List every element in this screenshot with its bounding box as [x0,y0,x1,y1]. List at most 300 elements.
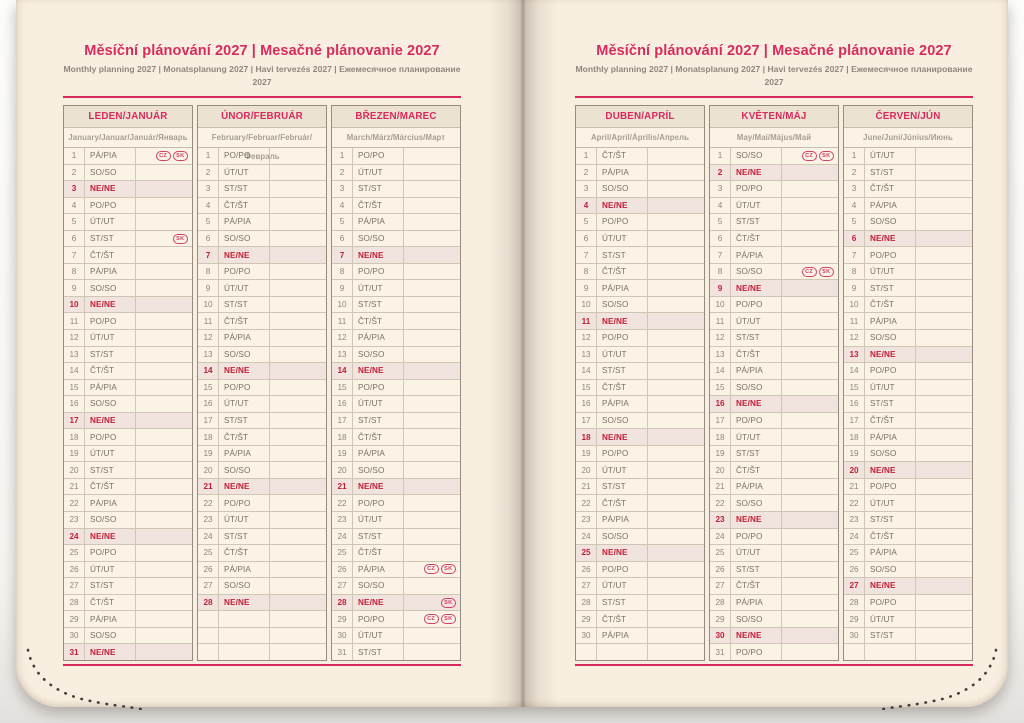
day-number: 1 [844,148,865,164]
day-name: ST/ST [219,297,270,313]
day-name: NE/NE [219,247,270,263]
notes-cell [648,545,704,561]
notes-cell [404,380,460,396]
day-row [576,446,704,463]
day-number: 23 [198,512,219,528]
day-name: PO/PO [597,330,648,346]
notes-cell [136,429,192,445]
day-number: 3 [64,181,85,197]
day-number: 29 [64,611,85,627]
holiday-badge-cz: CZ [802,267,817,277]
day-number: 17 [844,413,865,429]
day-name: ČT/ŠT [219,545,270,561]
day-number: 8 [710,264,731,280]
holiday-badge-sk: SK [441,564,456,574]
day-number: 2 [64,165,85,181]
notes-cell [136,165,192,181]
day-row [710,644,838,660]
day-name: ÚT/UT [731,313,782,329]
day-row [198,380,326,397]
day-row [710,446,838,463]
notes-cell [782,578,838,594]
day-name: SO/SO [597,529,648,545]
day-number: 4 [198,198,219,214]
day-number: 9 [332,280,353,296]
day-row-sunday [844,347,972,364]
day-name: PÁ/PIA [85,148,136,164]
day-number: 8 [332,264,353,280]
day-row [198,396,326,413]
day-number: 28 [64,595,85,611]
day-row [64,380,192,397]
notes-cell [270,198,326,214]
day-number: 23 [710,512,731,528]
day-number: 12 [198,330,219,346]
day-name: ST/ST [731,562,782,578]
notes-cell [136,595,192,611]
day-name: ST/ST [219,413,270,429]
day-row [64,247,192,264]
day-name: PO/PO [731,529,782,545]
day-row [844,198,972,215]
day-name: PO/PO [597,446,648,462]
month-name: LEDEN/JANUÁR [64,106,192,128]
notes-cell [782,181,838,197]
month-subtitle: January/Januar/Január/Январь [64,128,192,148]
day-number: 18 [198,429,219,445]
day-number: 29 [332,611,353,627]
day-name: ČT/ŠT [353,545,404,561]
day-row [576,396,704,413]
notes-cell [648,611,704,627]
notes-cell [136,264,192,280]
day-row [64,495,192,512]
day-name: PÁ/PIA [219,562,270,578]
notes-cell [270,247,326,263]
day-number: 14 [844,363,865,379]
notes-cell [404,562,460,578]
notes-cell [782,347,838,363]
notes-cell [916,479,972,495]
day-number: 15 [576,380,597,396]
day-name: ÚT/UT [865,611,916,627]
day-number: 31 [710,644,731,660]
day-row [64,396,192,413]
notes-cell [136,297,192,313]
notes-cell [916,330,972,346]
day-row [64,198,192,215]
notes-cell [782,396,838,412]
day-row [198,347,326,364]
day-row [844,247,972,264]
month-subtitle: March/März/Március/Март [332,128,460,148]
day-number: 29 [576,611,597,627]
day-number: 13 [844,347,865,363]
day-number: 4 [332,198,353,214]
day-name: ČT/ŠT [865,297,916,313]
day-row [710,330,838,347]
day-name: ST/ST [731,330,782,346]
day-row [332,214,460,231]
notes-cell [404,347,460,363]
day-row [710,479,838,496]
day-row [64,214,192,231]
notes-cell [404,165,460,181]
notes-cell [782,628,838,644]
day-number: 9 [576,280,597,296]
notes-cell [782,462,838,478]
month-column-march [331,105,461,661]
day-name: NE/NE [353,247,404,263]
day-name [219,611,270,627]
day-row-sunday [576,429,704,446]
day-name: NE/NE [219,479,270,495]
day-number: 11 [576,313,597,329]
day-number: 23 [576,512,597,528]
notes-cell [136,462,192,478]
month-rows [64,148,192,660]
day-number: 14 [332,363,353,379]
notes-cell [782,297,838,313]
day-number: 28 [576,595,597,611]
day-name: NE/NE [865,347,916,363]
day-number: 18 [710,429,731,445]
day-number: 24 [576,529,597,545]
day-row-sunday [332,595,460,612]
notes-cell [270,611,326,627]
day-number: 12 [576,330,597,346]
day-name: ÚT/UT [865,148,916,164]
notes-cell [782,198,838,214]
notes-cell [782,562,838,578]
day-name: ČT/ŠT [85,595,136,611]
notes-cell [916,280,972,296]
day-number: 3 [198,181,219,197]
day-number: 14 [710,363,731,379]
day-row [576,330,704,347]
day-number: 1 [332,148,353,164]
day-row [198,280,326,297]
day-number: 8 [64,264,85,280]
holiday-badge-cz: CZ [156,151,171,161]
day-number: 20 [64,462,85,478]
day-number: 2 [844,165,865,181]
day-number: 1 [576,148,597,164]
day-name: NE/NE [85,297,136,313]
notes-cell [782,264,838,280]
notes-cell [404,280,460,296]
day-number: 21 [198,479,219,495]
day-number [198,611,219,627]
day-row [844,595,972,612]
day-row [64,165,192,182]
notes-cell [916,165,972,181]
day-name: ÚT/UT [865,380,916,396]
notes-cell [136,380,192,396]
notes-cell [648,247,704,263]
notes-cell [404,495,460,511]
day-row [198,330,326,347]
day-row [844,545,972,562]
day-name: PÁ/PIA [85,611,136,627]
notes-cell [648,181,704,197]
day-number: 16 [844,396,865,412]
notes-cell [404,148,460,164]
day-number: 28 [710,595,731,611]
day-number: 24 [332,529,353,545]
day-name: NE/NE [865,578,916,594]
day-name: ST/ST [597,595,648,611]
notes-cell [270,578,326,594]
day-name: ÚT/UT [353,628,404,644]
day-row [64,462,192,479]
notes-cell [270,165,326,181]
day-name: ST/ST [219,181,270,197]
day-name: PO/PO [219,148,270,164]
day-row [332,429,460,446]
notes-cell [270,495,326,511]
notes-cell [916,429,972,445]
day-row [332,446,460,463]
notes-cell [648,280,704,296]
day-number: 21 [710,479,731,495]
day-name: PO/PO [353,495,404,511]
day-name: PO/PO [731,644,782,660]
day-name: ÚT/UT [353,165,404,181]
day-row [198,214,326,231]
day-row [710,363,838,380]
day-row [844,264,972,281]
notes-cell [916,148,972,164]
day-name: NE/NE [219,363,270,379]
day-name [219,644,270,660]
notes-cell [916,562,972,578]
day-row [576,148,704,165]
day-number: 10 [198,297,219,313]
day-number: 14 [64,363,85,379]
day-name: PO/PO [731,181,782,197]
day-name: SO/SO [85,165,136,181]
holiday-badge-cz: CZ [802,151,817,161]
day-number: 5 [844,214,865,230]
day-row [332,347,460,364]
notes-cell [916,446,972,462]
day-name: NE/NE [731,512,782,528]
day-number: 17 [64,413,85,429]
day-row [64,313,192,330]
holiday-badge-sk: SK [173,234,188,244]
notes-cell [648,562,704,578]
notes-cell [404,297,460,313]
day-name: SO/SO [731,148,782,164]
corner-perforation-arc-left [24,648,152,710]
notes-cell [404,198,460,214]
notes-cell [782,247,838,263]
day-number: 15 [844,380,865,396]
day-name: SO/SO [85,628,136,644]
day-row [710,462,838,479]
day-name: PÁ/PIA [219,214,270,230]
day-name: PO/PO [219,264,270,280]
day-row [198,165,326,182]
day-number: 15 [332,380,353,396]
day-number: 26 [64,562,85,578]
day-name: ČT/ŠT [865,413,916,429]
day-row [198,462,326,479]
notes-cell [916,380,972,396]
day-name: ČT/ŠT [353,198,404,214]
notes-cell [404,462,460,478]
day-row [844,611,972,628]
day-row [64,231,192,248]
notes-cell [916,545,972,561]
notes-cell [916,595,972,611]
day-row [710,214,838,231]
month-column-april [575,105,705,661]
day-row [332,578,460,595]
day-number: 18 [64,429,85,445]
day-number: 7 [710,247,731,263]
day-number: 9 [198,280,219,296]
month-rows [710,148,838,660]
day-name: PO/PO [353,380,404,396]
month-subtitle: April/April/Április/Апрель [576,128,704,148]
day-row [332,512,460,529]
notes-cell [270,363,326,379]
month-rows [332,148,460,660]
day-row [332,380,460,397]
day-name: PÁ/PIA [597,512,648,528]
day-row [576,347,704,364]
day-name [597,644,648,660]
notes-cell [270,562,326,578]
day-number: 21 [64,479,85,495]
notes-cell [270,446,326,462]
divider-rule-top [63,96,461,98]
day-number: 6 [198,231,219,247]
day-number: 24 [710,529,731,545]
day-row [198,446,326,463]
day-name: ST/ST [353,644,404,660]
day-row [64,330,192,347]
day-name: SO/SO [597,413,648,429]
day-row [710,495,838,512]
day-number: 26 [576,562,597,578]
day-number: 20 [576,462,597,478]
day-row [332,330,460,347]
day-row [332,198,460,215]
day-row [844,628,972,645]
notes-cell [404,363,460,379]
day-row-sunday [844,578,972,595]
page-left [16,0,512,707]
day-name: ÚT/UT [597,347,648,363]
day-row-sunday [198,363,326,380]
day-name: ČT/ŠT [597,495,648,511]
day-name: ÚT/UT [353,280,404,296]
day-number: 9 [64,280,85,296]
day-name: ST/ST [597,363,648,379]
notes-cell [404,330,460,346]
day-name: NE/NE [353,479,404,495]
day-row [710,380,838,397]
day-row [844,363,972,380]
notes-cell [404,429,460,445]
day-name: ČT/ŠT [353,313,404,329]
day-name: ST/ST [353,529,404,545]
day-name: ST/ST [865,280,916,296]
day-name: ST/ST [865,628,916,644]
day-row [332,562,460,579]
notes-cell [136,363,192,379]
day-number: 28 [844,595,865,611]
day-row [844,148,972,165]
day-number: 27 [576,578,597,594]
day-row [332,644,460,660]
day-row [198,148,326,165]
day-number: 19 [64,446,85,462]
notes-cell [270,264,326,280]
day-name: SO/SO [865,330,916,346]
day-row [576,462,704,479]
notes-cell [782,429,838,445]
day-number: 10 [576,297,597,313]
day-name: ST/ST [865,512,916,528]
day-row-sunday [64,181,192,198]
day-number: 20 [844,462,865,478]
day-number: 6 [844,231,865,247]
day-number: 25 [844,545,865,561]
day-name: ST/ST [85,578,136,594]
day-row [844,396,972,413]
day-name: ST/ST [597,479,648,495]
day-row [198,512,326,529]
notes-cell [648,628,704,644]
month-column-june [843,105,973,661]
day-number: 14 [198,363,219,379]
day-name: ÚT/UT [597,578,648,594]
day-number: 12 [710,330,731,346]
day-number: 6 [64,231,85,247]
notes-cell [270,148,326,164]
day-number: 13 [332,347,353,363]
notes-cell [404,264,460,280]
day-name: PÁ/PIA [597,165,648,181]
day-name: ČT/ŠT [731,347,782,363]
day-number: 31 [332,644,353,660]
holiday-badge-sk: SK [819,151,834,161]
day-number: 8 [576,264,597,280]
day-row [332,396,460,413]
day-number: 9 [710,280,731,296]
notes-cell [648,479,704,495]
notes-cell [404,181,460,197]
day-row-sunday [198,479,326,496]
day-number: 5 [710,214,731,230]
day-name: NE/NE [731,280,782,296]
notes-cell [136,545,192,561]
day-name: SO/SO [353,231,404,247]
day-row [844,280,972,297]
day-row-sunday [332,247,460,264]
notes-cell [270,380,326,396]
day-number: 27 [844,578,865,594]
day-name: PÁ/PIA [731,479,782,495]
day-row [576,214,704,231]
day-number: 12 [332,330,353,346]
month-rows [844,148,972,660]
day-row [64,280,192,297]
